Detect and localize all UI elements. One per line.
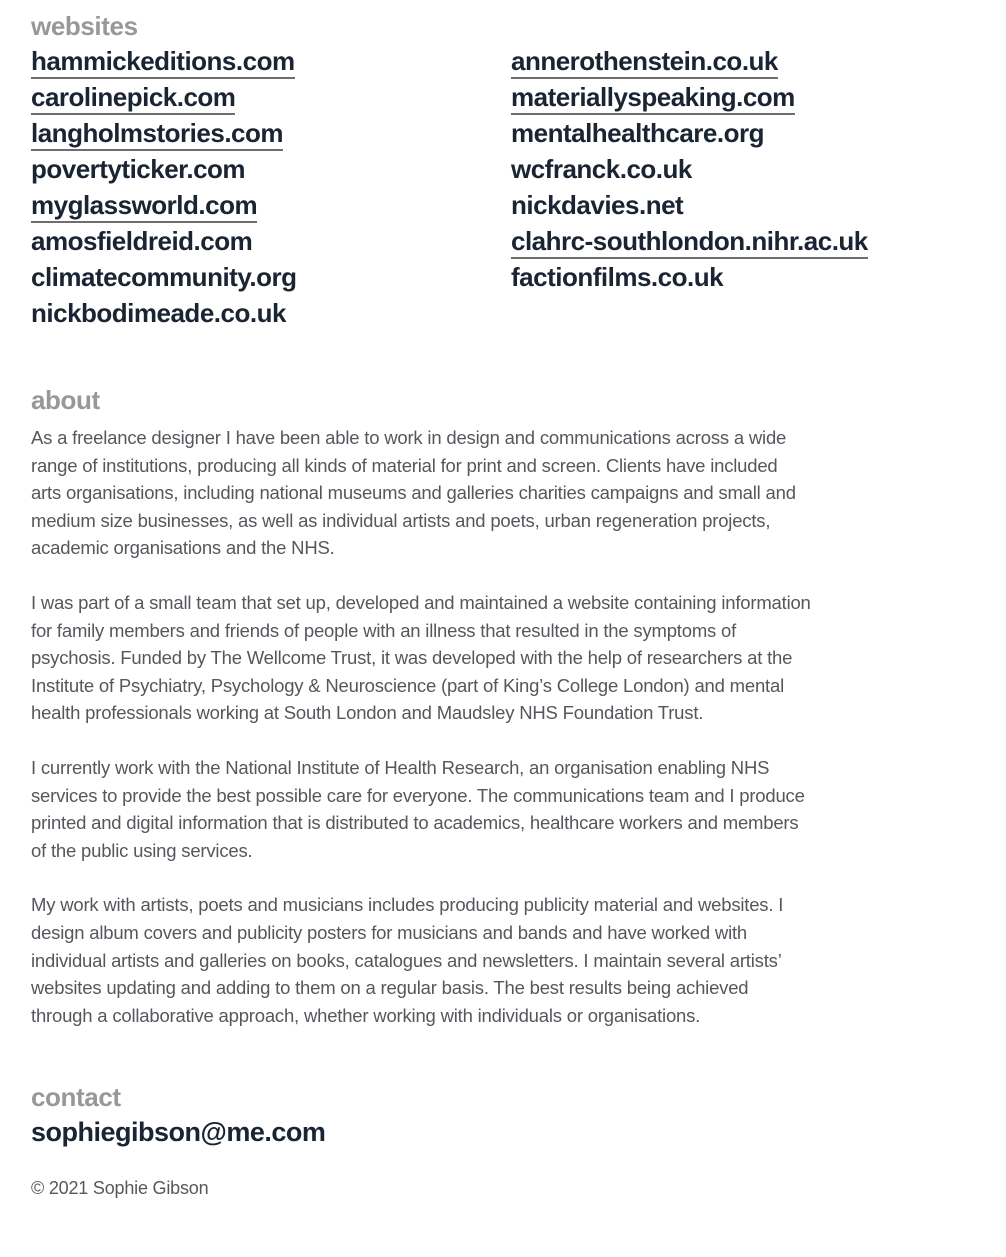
website-link[interactable]: wcfranck.co.uk <box>511 154 692 184</box>
website-links-columns <box>31 46 1006 334</box>
website-links-column-left <box>31 46 511 334</box>
website-link-item <box>31 154 511 190</box>
websites-heading: websites <box>31 11 138 41</box>
website-link[interactable]: clahrc-southlondon.nihr.ac.uk <box>511 226 868 259</box>
about-paragraph: I currently work with the National Institute of Health Research, an organisation enabling NHS services to provide the best possible care for everyone. The communications team and I produce printed and digital information that is distributed to academics, healthcare workers and members of the public using services. <box>31 756 805 861</box>
website-link-item <box>31 118 511 154</box>
website-link-item <box>511 46 868 82</box>
website-link[interactable]: annerothenstein.co.uk <box>511 46 778 79</box>
websites-section <box>31 10 1006 334</box>
about-paragraph: As a freelance designer I have been able to work in design and communications across a wide range of institutions, producing all kinds of material for print and screen. Clients have included arts organisations, including national museums and galleries charities campaigns and small and medium size businesses, as well as individual artists and poets, urban regeneration projects, academic organisations and the NHS. <box>31 427 796 559</box>
website-link-item <box>511 82 868 118</box>
website-link[interactable]: myglassworld.com <box>31 190 257 223</box>
website-link[interactable]: hammickeditions.com <box>31 46 295 79</box>
website-link[interactable]: climatecommunity.org <box>31 262 297 292</box>
website-link-item <box>511 190 868 226</box>
about-heading: about <box>31 385 100 415</box>
website-link-item <box>511 154 868 190</box>
website-link-item <box>31 298 511 334</box>
contact-heading: contact <box>31 1082 121 1113</box>
website-links-column-right <box>511 46 868 334</box>
website-link-item <box>511 118 868 154</box>
about-paragraph: I was part of a small team that set up, developed and maintained a website containing information for family members and friends of people with an illness that resulted in the symptoms of psychosis. Funded by The Wellcome Trust, it was developed with the help of researchers at the Institute of Psychiatry, Psychology & Neuroscience (part of King’s College London) and mental health professionals working at South London and Maudsley NHS Foundation Trust. <box>31 591 811 724</box>
about-paragraph: My work with artists, poets and musicians includes producing publicity material and websites. I design album covers and publicity posters for musicians and bands and have worked with individual artists and galleries on books, catalogues and newsletters. I maintain several artists’ websites updating and adding to them on a regular basis. The best results being achieved through a collaborative approach, whether working with individuals or organisations. <box>31 894 784 1026</box>
website-link-item <box>511 262 868 298</box>
website-link-item <box>31 82 511 118</box>
website-link[interactable]: materiallyspeaking.com <box>511 82 795 115</box>
website-link[interactable]: langholmstories.com <box>31 118 283 151</box>
about-section <box>31 384 1006 1029</box>
website-link-item <box>31 226 511 262</box>
website-link[interactable]: nickbodimeade.co.uk <box>31 298 286 328</box>
website-link[interactable]: carolinepick.com <box>31 82 235 115</box>
website-link-item <box>31 262 511 298</box>
website-link[interactable]: amosfieldreid.com <box>31 226 253 256</box>
website-link-item <box>31 190 511 226</box>
website-link[interactable]: nickdavies.net <box>511 190 684 220</box>
website-link-item <box>31 46 511 82</box>
website-link-item <box>511 226 868 262</box>
website-link[interactable]: povertyticker.com <box>31 154 246 184</box>
website-link[interactable]: mentalhealthcare.org <box>511 118 764 148</box>
website-link[interactable]: factionfilms.co.uk <box>511 262 724 292</box>
copyright: © 2021 Sophie Gibson <box>31 1178 209 1199</box>
contact-section <box>31 1081 1006 1148</box>
email-link[interactable]: sophiegibson@me.com <box>31 1117 326 1148</box>
